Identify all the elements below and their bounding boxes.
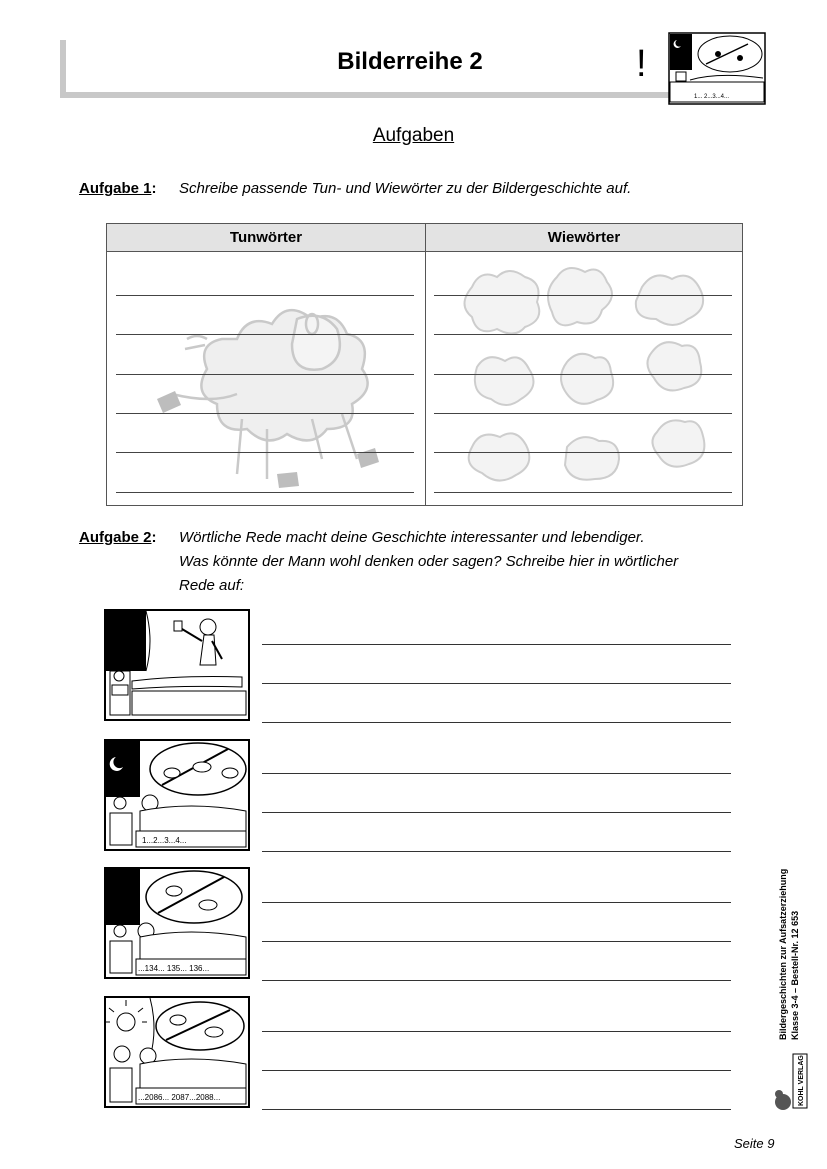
page-title: Bilderreihe 2 — [337, 48, 483, 75]
answer-line — [262, 1031, 731, 1032]
wiewort-line — [434, 334, 732, 335]
wiewort-line — [434, 295, 732, 296]
story-picture-2 — [104, 739, 250, 851]
task1-label-text: Aufgabe 1 — [79, 180, 152, 197]
task2-label-text: Aufgabe 2 — [79, 529, 152, 546]
story-picture-1 — [104, 609, 250, 721]
answer-line — [262, 812, 731, 813]
answer-line — [262, 1109, 731, 1110]
exclamation-mark: ! — [636, 43, 647, 85]
counting-sheep-late-illustration — [106, 869, 248, 977]
task1-label — [79, 180, 157, 197]
answer-line — [262, 1070, 731, 1071]
task2-label — [79, 529, 157, 546]
task2-instruction-line3: Rede auf: — [179, 577, 245, 594]
answer-line — [262, 851, 731, 852]
section-heading: Aufgaben — [372, 125, 455, 146]
tunwort-line — [116, 492, 414, 493]
answer-line — [262, 644, 731, 645]
table-header-tunwoerter: Tunwörter — [107, 224, 425, 252]
answer-line — [262, 773, 731, 774]
publisher-name: KOHL VERLAG — [798, 1055, 805, 1106]
tunwort-line — [116, 452, 414, 453]
tunwort-line — [116, 334, 414, 335]
task1-instruction: Schreibe passende Tun- und Wiewörter zu der Bildergeschichte auf. — [179, 180, 632, 197]
wiewort-line — [434, 452, 732, 453]
picture-2-counter: 1...2...3...4... — [142, 836, 187, 845]
story-picture-3 — [104, 867, 250, 979]
task2-label-colon: : — [151, 529, 157, 546]
picture-3-counter: ...134... 135... 136... — [138, 964, 210, 973]
page-number: Seite 9 — [734, 1136, 775, 1151]
publisher-reference — [771, 850, 811, 1120]
task2-instruction — [179, 526, 678, 598]
task1-label-colon: : — [151, 180, 157, 197]
tunwort-line — [116, 374, 414, 375]
wiewort-line — [434, 492, 732, 493]
tunwort-line — [116, 413, 414, 414]
header-thumbnail-illustration — [668, 32, 766, 105]
man-getting-up-illustration — [106, 611, 248, 719]
picture-4-counter: ...2086... 2087...2088... — [138, 1093, 221, 1102]
table-column-divider — [425, 224, 426, 505]
publisher-logo — [773, 1050, 809, 1114]
answer-line — [262, 941, 731, 942]
wiewort-line — [434, 374, 732, 375]
story-picture-4 — [104, 996, 250, 1108]
answer-line — [262, 683, 731, 684]
word-table — [106, 223, 743, 506]
reference-line-2: Klasse 3-4 – Bestell-Nr. 12 653 — [790, 910, 800, 1040]
header-thumb-counter: 1... 2...3...4... — [694, 94, 730, 100]
table-header-wiewoerter: Wiewörter — [425, 224, 742, 252]
task2-instruction-line2: Was könnte der Mann wohl denken oder sagen? Schreibe hier in wörtlicher — [179, 553, 679, 570]
task2-instruction-line1: Wörtliche Rede macht deine Geschichte interessanter und lebendiger. — [179, 529, 645, 546]
counting-sheep-illustration — [106, 741, 248, 849]
answer-line — [262, 980, 731, 981]
publisher-reference-text — [777, 800, 813, 1040]
answer-line — [262, 722, 731, 723]
small-sheep-watermark-icon — [457, 262, 727, 498]
reference-line-1: Bildergeschichten zur Aufsatzerziehung — [778, 868, 788, 1040]
wiewort-line — [434, 413, 732, 414]
sheep-watermark-icon — [147, 279, 407, 499]
answer-line — [262, 902, 731, 903]
morning-sun-illustration — [106, 998, 248, 1106]
tunwort-line — [116, 295, 414, 296]
